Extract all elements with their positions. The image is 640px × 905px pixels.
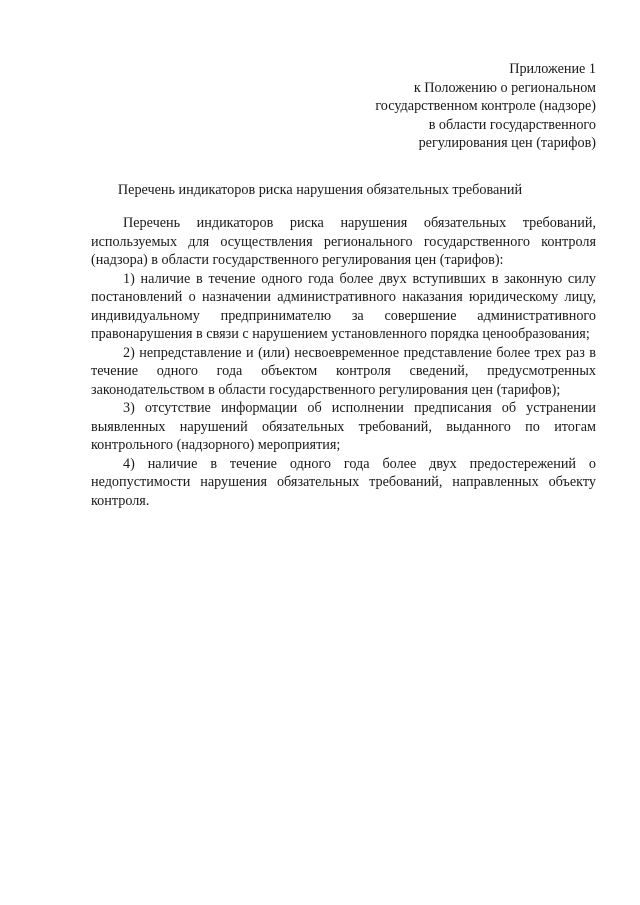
appendix-line-area: в области государственного (428, 116, 596, 133)
appendix-line-prices: регулирования цен (тарифов) (418, 135, 596, 151)
indicator-item-3: 3) отсутствие информации об исполнении предписания об устранении выявленных нарушений обязательных требований, выданного по итогам контрольного (надзорного) мероприятия; (91, 400, 596, 453)
appendix-block (296, 60, 596, 153)
appendix-line-regulation: к Положению о региональном (413, 79, 596, 96)
document-heading: Перечень индикаторов риска нарушения обязательных требований (117, 182, 523, 198)
intro-paragraph: Перечень индикаторов риска нарушения обязательных требований, используемых для осуществления регионального государственного контроля (надзора) в области государственного регулирования цен (тарифов): (91, 215, 596, 268)
appendix-line-control: государственном контроле (надзоре) (375, 98, 596, 114)
indicator-item-2: 2) непредставление и (или) несвоевременное представление более трех раз в течение одного года объектом контроля сведений, предусмотренных законодательством в области государственного регулирования цен (тарифов); (91, 344, 596, 398)
appendix-line-number: Приложение 1 (509, 61, 596, 77)
document-body (91, 214, 596, 510)
indicator-item-4: 4) наличие в течение одного года более двух предостережений о недопустимости нарушения обязательных требований, направленных объекту контроля. (91, 455, 596, 509)
indicator-item-1: 1) наличие в течение одного года более двух вступивших в законную силу постановлений о назначении административного наказания юридическому лицу, индивидуальному предпринимателю за совершение административного правонарушения в связи с нарушением установленного порядка ценообразования; (91, 270, 596, 342)
